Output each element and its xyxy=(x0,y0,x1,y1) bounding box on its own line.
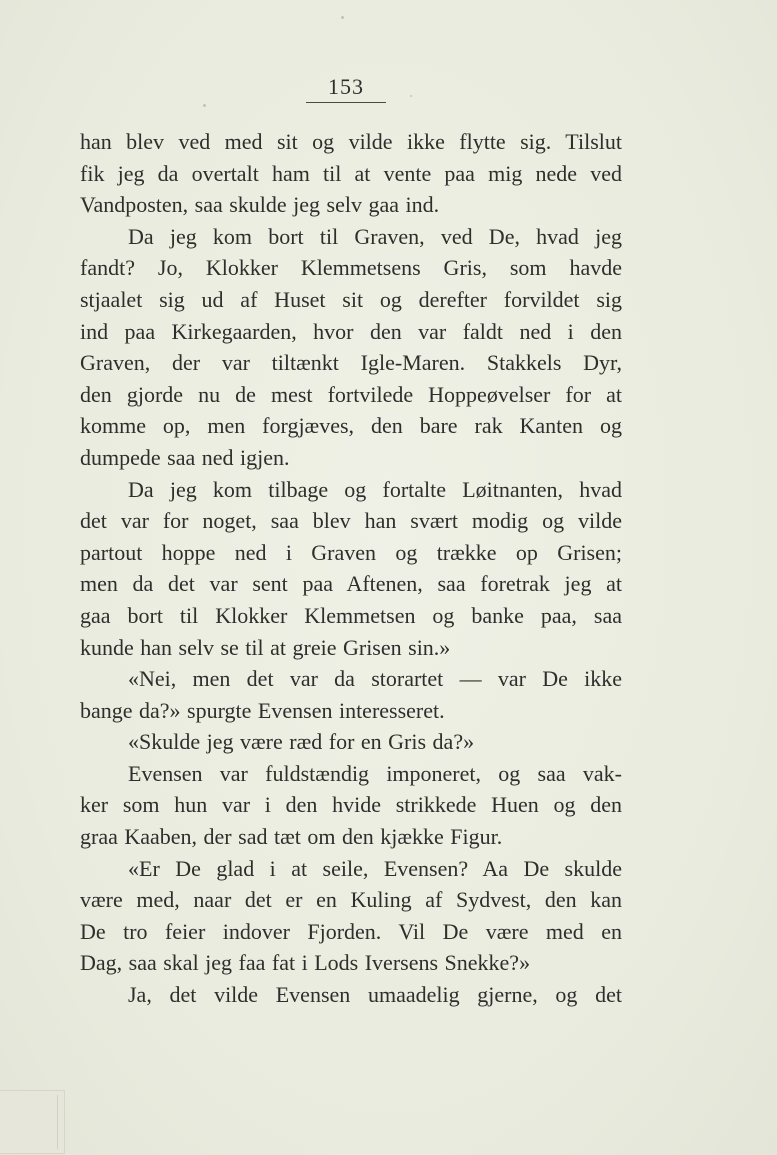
paragraph xyxy=(80,979,622,1011)
text-line: «Nei, men det var da storartet — var De ikke xyxy=(128,666,622,692)
paragraph xyxy=(80,474,622,664)
paragraph xyxy=(80,726,622,758)
text-line: Da jeg kom bort til Graven, ved De, hvad jeg xyxy=(128,223,622,249)
text-line: Ja, det vilde Evensen umaadelig gjerne, og det xyxy=(128,982,622,1008)
text-line: fik jeg da overtalt ham til at vente paa mig nede ved xyxy=(80,160,622,186)
text-line: dumpede saa ned igjen. xyxy=(80,444,290,470)
text-line: fandt? Jo, Klokker Klemmetsens Gris, som havde xyxy=(80,255,622,281)
text-line: De tro feier indover Fjorden. Vil De være med en xyxy=(80,918,622,944)
text-line: stjaalet sig ud af Huset sit og derefter forvildet sig xyxy=(80,286,622,312)
text-line: være med, naar det er en Kuling af Sydvest, den kan xyxy=(80,887,622,913)
text-line: gaa bort til Klokker Klemmetsen og banke paa, saa xyxy=(80,602,622,628)
text-line: partout hoppe ned i Graven og trække op Grisen; xyxy=(80,539,622,565)
page-number-underline xyxy=(306,102,386,103)
paper-speck xyxy=(341,16,344,19)
text-line: komme op, men forgjæves, den bare rak Kanten og xyxy=(80,413,622,439)
paper-speck xyxy=(203,104,206,107)
body-text xyxy=(80,126,622,1011)
paragraph xyxy=(80,758,622,853)
text-line: Graven, der var tiltænkt Igle-Maren. Stakkels Dyr, xyxy=(80,350,622,376)
text-line: bange da?» spurgte Evensen interesseret. xyxy=(80,697,445,723)
text-line: ind paa Kirkegaarden, hvor den var faldt ned i den xyxy=(80,318,622,344)
text-line: han blev ved med sit og vilde ikke flytte sig. Tilslut xyxy=(80,129,622,154)
text-line: «Er De glad i at seile, Evensen? Aa De skulde xyxy=(128,855,622,881)
text-line: Evensen var fuldstændig imponeret, og saa vak- xyxy=(128,760,622,786)
text-line: «Skulde jeg være ræd for en Gris da?» xyxy=(128,729,475,755)
text-line: ker som hun var i den hvide strikkede Huen og den xyxy=(80,792,622,818)
text-line: Da jeg kom tilbage og fortalte Løitnanten, hvad xyxy=(128,476,622,502)
paragraph xyxy=(80,126,622,221)
page-number: 153 xyxy=(328,74,364,99)
margin-tab xyxy=(0,1090,65,1154)
text-line: Dag, saa skal jeg faa fat i Lods Iversens Snekke?» xyxy=(80,950,531,976)
text-line: kunde han selv se til at greie Grisen sin.» xyxy=(80,634,451,660)
text-line: den gjorde nu de mest fortvilede Hoppeøvelser for at xyxy=(80,381,622,407)
text-line: det var for noget, saa blev han svært modig og vilde xyxy=(80,508,622,534)
text-line: men da det var sent paa Aftenen, saa foretrak jeg at xyxy=(80,571,622,597)
paragraph xyxy=(80,853,622,979)
text-line: Vandposten, saa skulde jeg selv gaa ind. xyxy=(80,192,440,218)
paragraph xyxy=(80,663,622,726)
paragraph xyxy=(80,221,622,474)
paper-speck xyxy=(410,95,412,97)
text-line: graa Kaaben, der sad tæt om den kjække Figur. xyxy=(80,824,503,850)
